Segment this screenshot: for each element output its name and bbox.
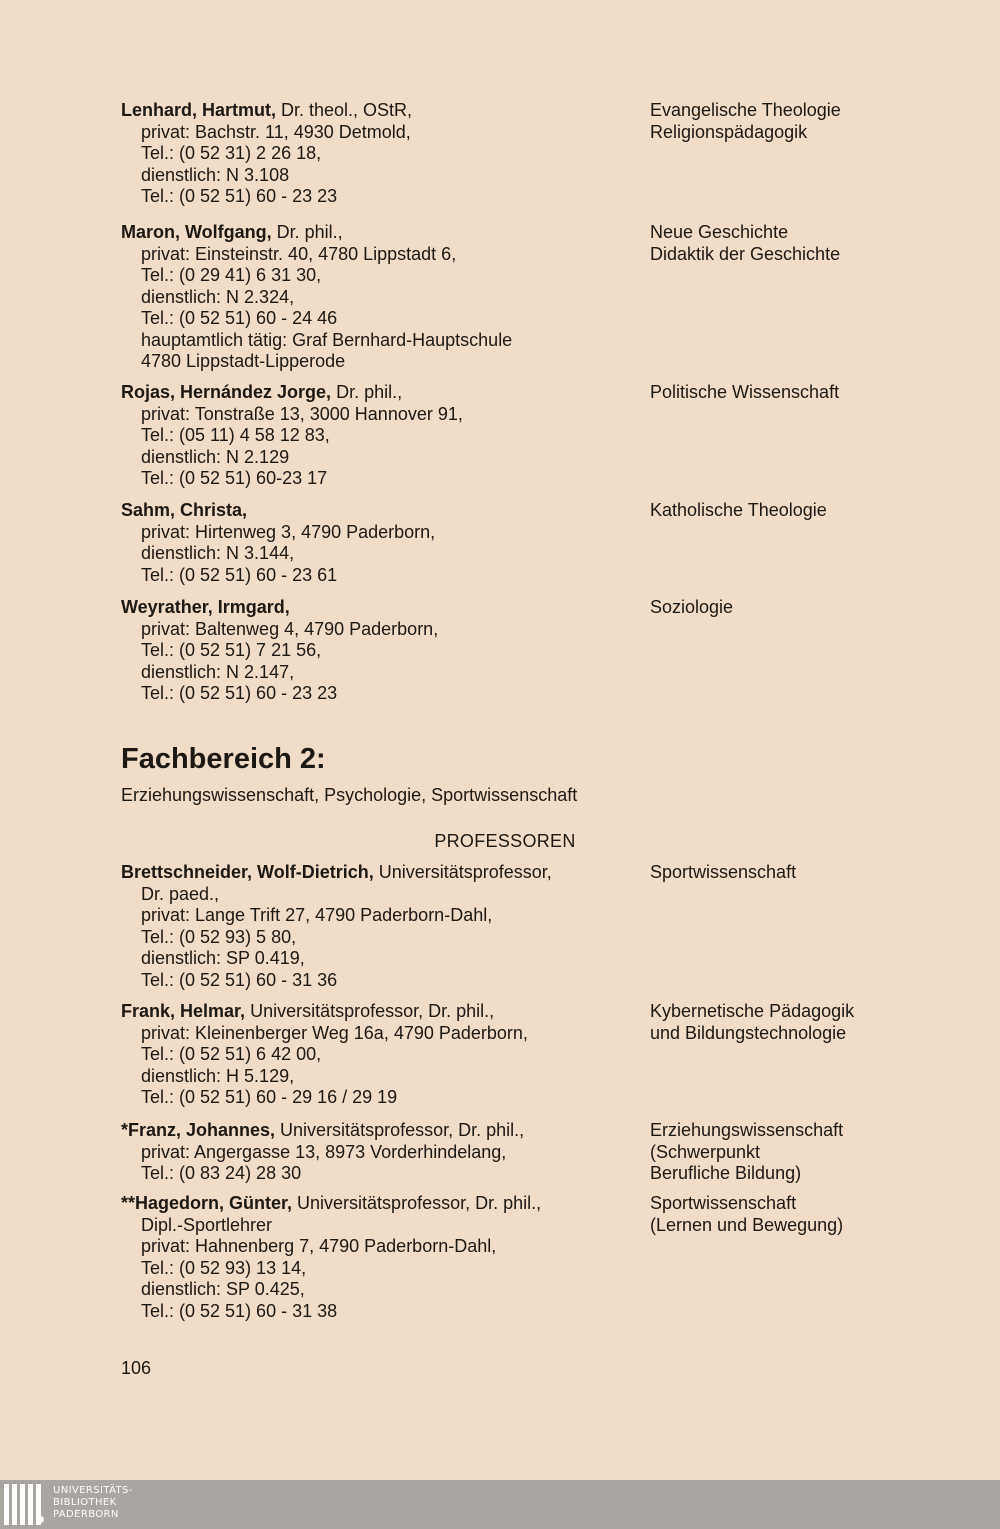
entry-detail-line: Tel.: (0 52 51) 60 - 31 36 <box>141 969 338 990</box>
entry-detail-line: dienstlich: N 3.144, <box>141 543 295 563</box>
person-name: Weyrather, Irmgard, <box>121 597 290 617</box>
entry-details <box>121 382 641 490</box>
person-name: Maron, Wolfgang, <box>121 222 272 242</box>
entry-name-line <box>121 1120 641 1142</box>
entry-details <box>121 222 641 373</box>
entry-detail-line: Tel.: (0 52 51) 60 - 29 16 / 29 19 <box>141 1087 398 1107</box>
subject-line: Sportwissenschaft <box>650 862 797 882</box>
subject-line: (Lernen und Bewegung) <box>650 1214 844 1235</box>
entry-subjects <box>650 862 970 884</box>
logo-line: UNIVERSITÄTS- <box>53 1485 133 1496</box>
entry-detail-line: privat: Hirtenweg 3, 4790 Paderborn, <box>141 521 436 542</box>
entry-detail-line: privat: Hahnenberg 7, 4790 Paderborn-Dahl, <box>141 1236 497 1256</box>
subject-line: Evangelische Theologie <box>650 100 841 120</box>
logo-line: PADERBORN <box>53 1509 119 1520</box>
entry-name-line <box>121 1193 641 1215</box>
entry-name-line <box>121 597 641 619</box>
entry-subjects <box>650 222 970 265</box>
entry-detail-line: privat: Einsteinstr. 40, 4780 Lippstadt 6, <box>141 243 457 264</box>
entry-name-line <box>121 100 641 122</box>
library-logo-icon <box>4 1484 41 1525</box>
person-name: **Hagedorn, Günter, <box>121 1193 293 1213</box>
person-name: *Franz, Johannes, <box>121 1120 276 1140</box>
person-title: Universitätsprofessor, Dr. phil., <box>292 1193 542 1213</box>
subject-line: Didaktik der Geschichte <box>650 243 841 264</box>
entry-detail-line: Tel.: (0 52 51) 60 - 31 38 <box>141 1300 338 1321</box>
section-heading: Fachbereich 2: <box>121 743 326 775</box>
person-title: Universitätsprofessor, Dr. phil., <box>275 1120 525 1140</box>
library-logo-text <box>53 1485 133 1521</box>
entry-detail-line: privat: Kleinenberger Weg 16a, 4790 Paderborn, <box>141 1022 528 1043</box>
entry-detail-line: dienstlich: SP 0.425, <box>141 1279 305 1299</box>
entry-details <box>121 1001 641 1109</box>
entry-detail-line: Tel.: (0 52 51) 60 - 23 23 <box>141 186 338 206</box>
person-name: Sahm, Christa, <box>121 500 248 520</box>
entry-detail-line: hauptamtlich tätig: Graf Bernhard-Hauptschule <box>141 329 513 350</box>
entry-details <box>121 1120 641 1185</box>
subject-line: Sportwissenschaft <box>650 1193 797 1213</box>
subject-line: (Schwerpunkt <box>650 1141 761 1162</box>
entry-detail-line: Tel.: (0 52 51) 60-23 17 <box>141 468 328 488</box>
entry-detail-line: dienstlich: N 2.147, <box>141 661 295 682</box>
entry-detail-line: privat: Angergasse 13, 8973 Vorderhindelang, <box>141 1141 507 1162</box>
entry-subjects <box>650 597 970 619</box>
subject-line: Erziehungswissenschaft <box>650 1120 844 1140</box>
entry-detail-line: dienstlich: N 3.108 <box>141 164 290 185</box>
entry-subjects <box>650 382 970 404</box>
person-title: Dr. phil., <box>331 382 403 402</box>
entry-subjects <box>650 500 970 522</box>
person-name: Frank, Helmar, <box>121 1001 246 1021</box>
entry-detail-line: Dipl.-Sportlehrer <box>141 1214 273 1235</box>
person-title: Dr. phil., <box>271 222 343 242</box>
section-subheading: Erziehungswissenschaft, Psychologie, Sportwissenschaft <box>121 785 578 805</box>
entry-detail-line: Tel.: (0 52 51) 60 - 24 46 <box>141 308 338 328</box>
entry-detail-line: Tel.: (0 83 24) 28 30 <box>141 1163 302 1183</box>
subject-line: Neue Geschichte <box>650 222 789 242</box>
person-name: Rojas, Hernández Jorge, <box>121 382 332 402</box>
entry-subjects <box>650 1120 970 1185</box>
entry-detail-line: Tel.: (0 52 51) 60 - 23 23 <box>141 683 338 703</box>
entry-detail-line: dienstlich: N 2.324, <box>141 286 295 307</box>
entry-detail-line: privat: Baltenweg 4, 4790 Paderborn, <box>141 618 439 639</box>
entry-detail-line: Tel.: (0 52 93) 13 14, <box>141 1257 307 1278</box>
entry-detail-line: privat: Tonstraße 13, 3000 Hannover 91, <box>141 403 463 424</box>
entry-detail-line: Tel.: (0 52 51) 6 42 00, <box>141 1044 322 1064</box>
person-title: Universitätsprofessor, <box>373 862 552 882</box>
entry-detail-line: privat: Bachstr. 11, 4930 Detmold, <box>141 121 411 142</box>
person-name: Lenhard, Hartmut, <box>121 100 277 120</box>
entry-detail-line: Tel.: (0 52 51) 7 21 56, <box>141 640 322 660</box>
entry-name-line <box>121 862 641 884</box>
subject-line: Politische Wissenschaft <box>650 382 840 402</box>
person-name: Brettschneider, Wolf-Dietrich, <box>121 862 374 882</box>
entry-detail-line: Dr. paed., <box>141 883 220 904</box>
entry-detail-line: Tel.: (0 29 41) 6 31 30, <box>141 265 322 285</box>
entry-name-line <box>121 222 641 244</box>
subject-line: Soziologie <box>650 597 734 617</box>
logo-dot-icon <box>37 1516 44 1523</box>
subject-line: Katholische Theologie <box>650 500 827 520</box>
entry-detail-line: 4780 Lippstadt-Lipperode <box>141 351 346 371</box>
person-title: Universitätsprofessor, Dr. phil., <box>245 1001 495 1021</box>
professoren-label: PROFESSOREN <box>434 831 576 851</box>
entry-subjects <box>650 100 970 143</box>
entry-detail-line: privat: Lange Trift 27, 4790 Paderborn-Dahl, <box>141 905 493 925</box>
entry-name-line <box>121 500 641 522</box>
entry-details <box>121 862 641 991</box>
entry-detail-line: dienstlich: N 2.129 <box>141 446 290 467</box>
subject-line: Religionspädagogik <box>650 121 808 142</box>
entry-name-line <box>121 382 641 404</box>
page-number: 106 <box>121 1358 152 1378</box>
entry-details <box>121 500 641 586</box>
entry-details <box>121 1193 641 1322</box>
entry-detail-line: Tel.: (0 52 31) 2 26 18, <box>141 143 322 163</box>
subject-line: und Bildungstechnologie <box>650 1022 847 1043</box>
entry-detail-line: dienstlich: H 5.129, <box>141 1065 295 1086</box>
entry-name-line <box>121 1001 641 1023</box>
subject-line: Berufliche Bildung) <box>650 1163 802 1183</box>
entry-details <box>121 597 641 705</box>
entry-detail-line: Tel.: (0 52 51) 60 - 23 61 <box>141 564 338 585</box>
entry-detail-line: Tel.: (05 11) 4 58 12 83, <box>141 425 330 445</box>
entry-subjects <box>650 1001 970 1044</box>
entry-subjects <box>650 1193 970 1236</box>
library-footer <box>0 1480 1000 1529</box>
entry-details <box>121 100 641 208</box>
logo-line: BIBLIOTHEK <box>53 1497 117 1508</box>
entry-detail-line: Tel.: (0 52 93) 5 80, <box>141 926 297 947</box>
entry-detail-line: dienstlich: SP 0.419, <box>141 948 305 968</box>
subject-line: Kybernetische Pädagogik <box>650 1001 855 1021</box>
person-title: Dr. theol., OStR, <box>276 100 413 120</box>
